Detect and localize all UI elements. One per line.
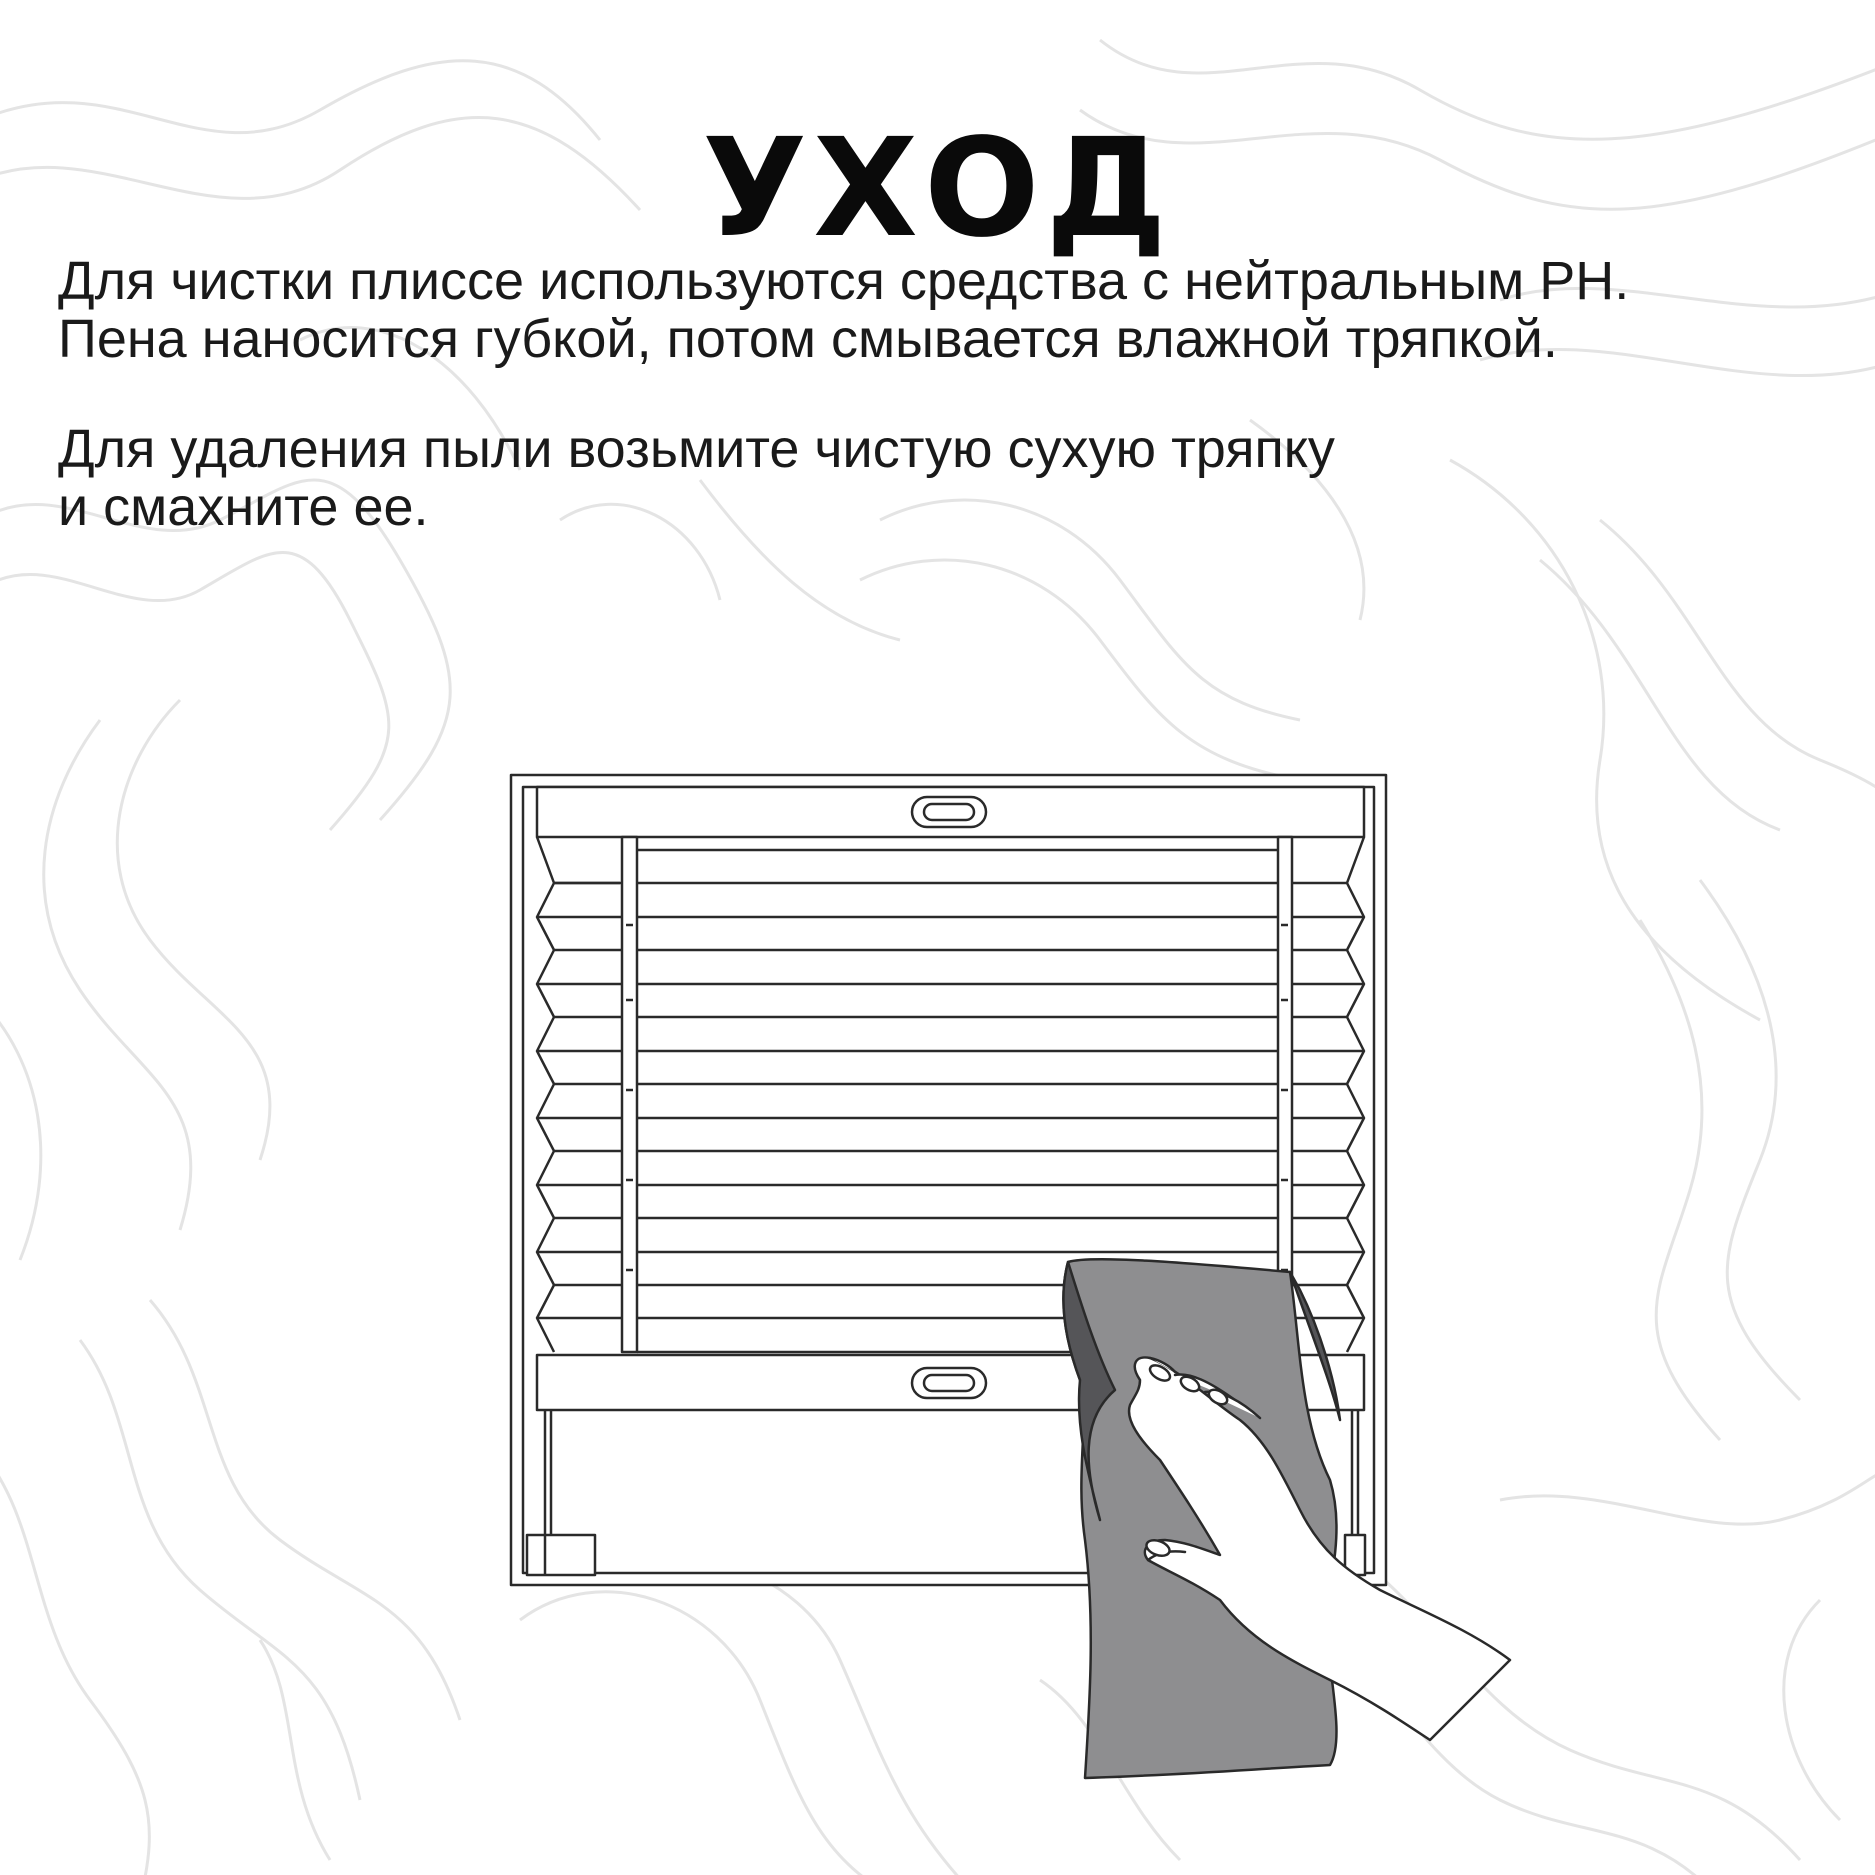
instruction-line: Для удаления пыли возьмите чистую сухую тряпку [58, 419, 1335, 479]
instruction-line: Для чистки плиссе используются средства с нейтральным PH. [58, 251, 1630, 311]
page-title: УХОД [702, 110, 1173, 269]
instruction-line: и смахните ее. [58, 477, 429, 537]
instruction-line: Пена наносится губкой, потом смывается влажной тряпкой. [58, 309, 1558, 369]
